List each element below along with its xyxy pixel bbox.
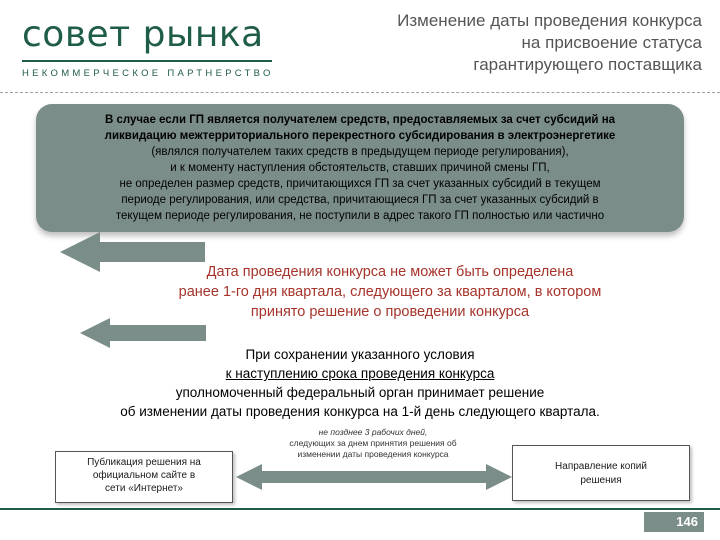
logo-title: совет рынка <box>22 14 264 55</box>
page-number: 146 <box>644 512 704 532</box>
deadline-line: изменении даты проведения конкурса <box>297 449 449 459</box>
condition-box-line: ликвидацию межтерриториального перекрестного субсидирования в электроэнергетике <box>104 130 616 142</box>
condition-box-line: текущем периоде регулирования, не поступили в адрес такого ГП полностью или частично <box>115 210 605 222</box>
decision-text <box>40 345 680 421</box>
publication-line: Публикация решения на <box>87 457 201 468</box>
slide-title <box>302 10 702 76</box>
condition-box-line: и к моменту наступления обстоятельств, ставших причиной смены ГП, <box>170 162 550 174</box>
decision-line: При сохранении указанного условия <box>245 347 475 362</box>
header-divider <box>0 92 720 93</box>
flow-arrow-icon <box>80 318 210 348</box>
decision-line-underlined: к наступлению срока проведения конкурса <box>225 366 495 381</box>
decision-line: об изменении даты проведения конкурса на 1-й день следующего квартала. <box>120 404 600 419</box>
deadline-note <box>256 427 490 460</box>
slide-title-line: гарантирующего поставщика <box>473 55 702 74</box>
headline <box>90 262 690 322</box>
publication-line: официальном сайте в <box>92 470 196 481</box>
condition-box-line: не определен размер средств, причитающихся ГП за счет указанных субсидий в текущем <box>119 178 601 190</box>
condition-box-line: периоде регулирования, или средства, причитающиеся ГП за счет указанных субсидий в <box>121 194 599 206</box>
decision-line: уполномоченный федеральный орган принимает решение <box>175 385 545 400</box>
condition-box-line: В случае если ГП является получателем средств, предоставляемых за счет субсидий на <box>104 114 616 126</box>
logo-subtitle: НЕКОММЕРЧЕСКОЕ ПАРТНЕРСТВО <box>22 68 274 79</box>
copies-line: Направление копий <box>555 461 647 472</box>
footer-rule <box>0 508 720 510</box>
headline-line: Дата проведения конкурса не может быть определена <box>206 264 574 280</box>
slide-title-line: на присвоение статуса <box>521 33 702 52</box>
headline-line: принято решение о проведении конкурса <box>250 304 530 320</box>
double-arrow-icon <box>236 462 512 492</box>
deadline-line: следующих за днем принятия решения об <box>289 438 457 448</box>
logo-rule <box>22 60 272 62</box>
condition-box-line: (являлся получателем таких средств в предыдущем периоде регулирования), <box>151 146 569 158</box>
publication-box <box>55 451 233 503</box>
headline-line: ранее 1-го дня квартала, следующего за кварталом, в котором <box>178 284 602 300</box>
copies-line: решения <box>580 475 622 486</box>
publication-line: сети «Интернет» <box>105 483 183 494</box>
condition-box <box>36 104 684 232</box>
deadline-line: не позднее 3 рабочих дней, <box>318 427 428 437</box>
copies-box <box>512 445 690 501</box>
slide-title-line: Изменение даты проведения конкурса <box>397 11 702 30</box>
